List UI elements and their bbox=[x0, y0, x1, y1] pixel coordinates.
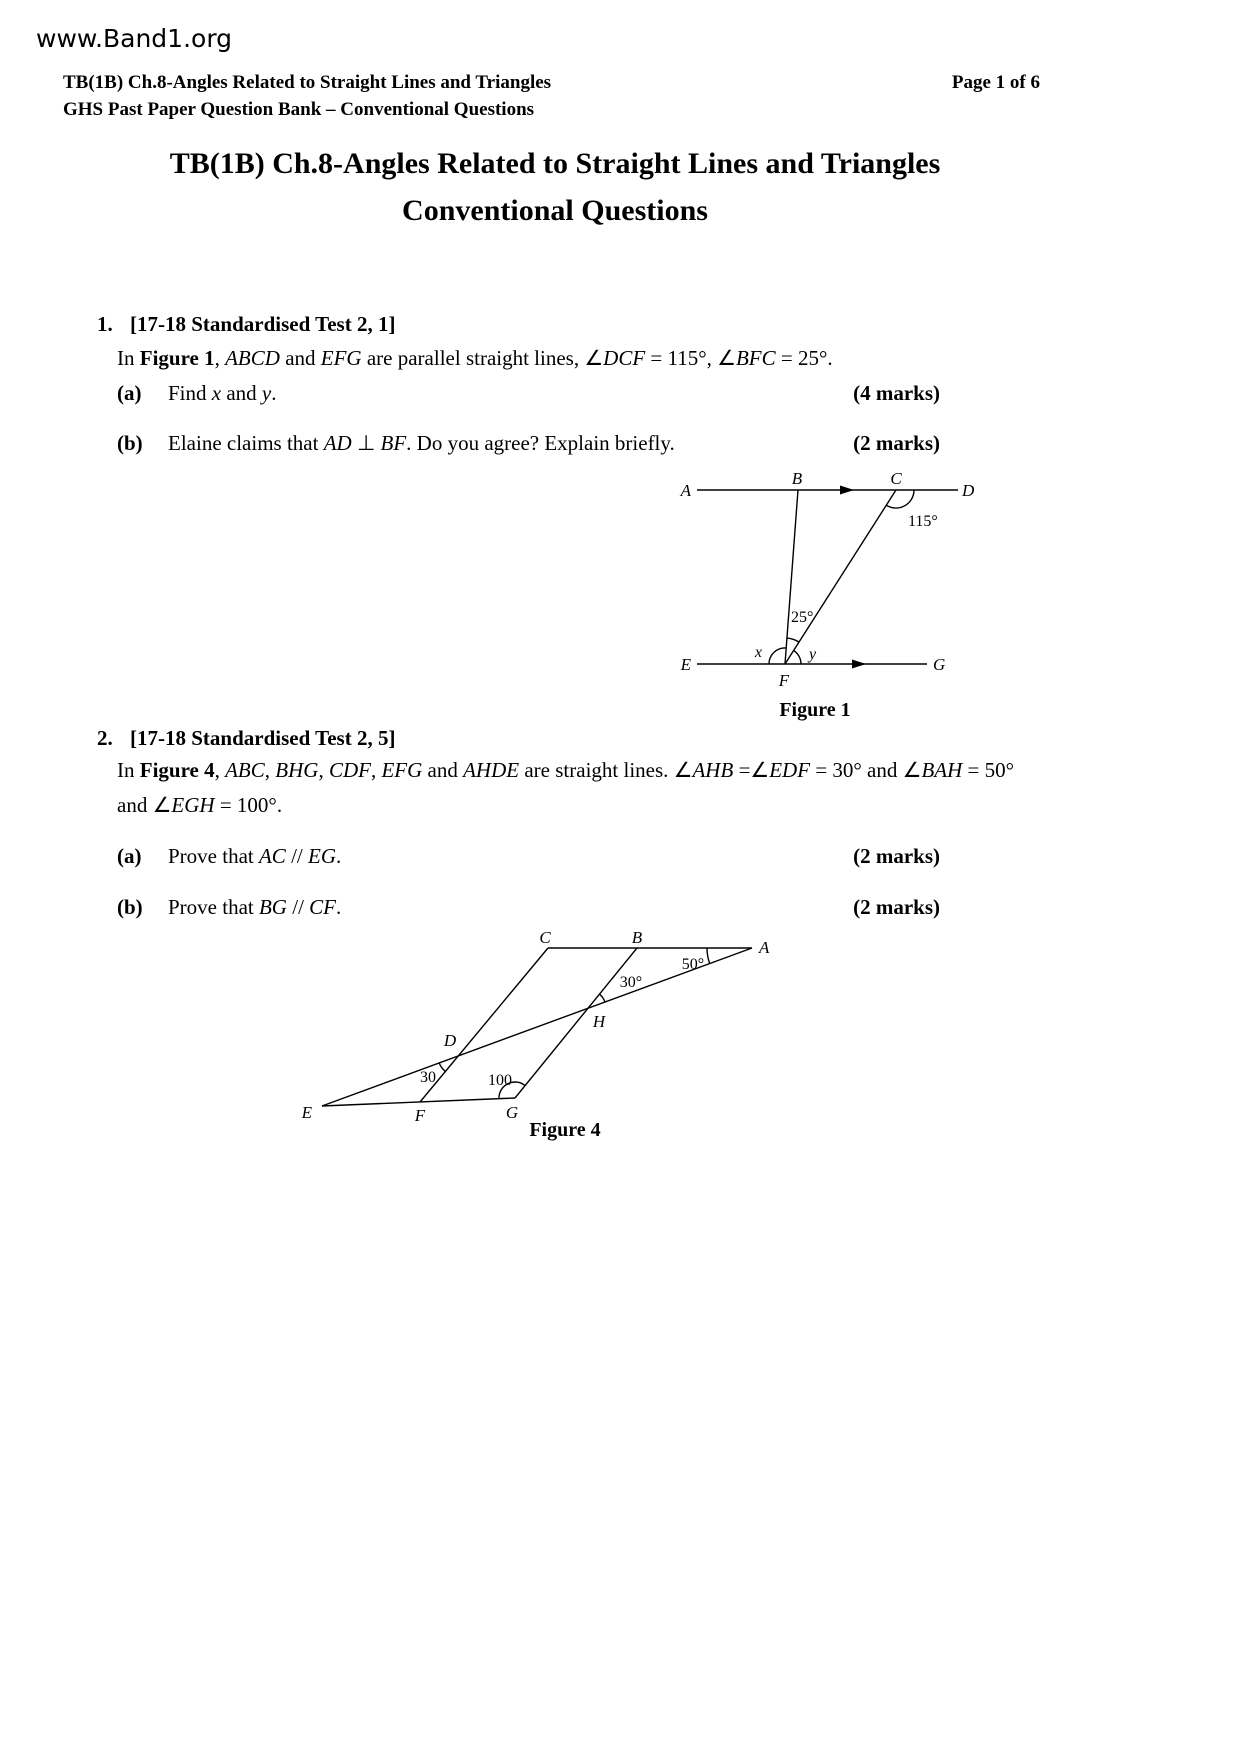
q1-part-a-label: (a) bbox=[117, 381, 142, 405]
q2-part-a bbox=[0, 844, 1240, 876]
q1-part-a bbox=[0, 381, 1240, 413]
q2-intro-text-line2: and ∠EGH = 100°. bbox=[117, 793, 283, 817]
q1-part-a-marks: (4 marks) bbox=[853, 381, 940, 405]
doc-header-line2: GHS Past Paper Question Bank – Conventional Questions bbox=[63, 99, 535, 120]
figure-4-caption: Figure 4 bbox=[529, 1119, 601, 1141]
site-url: www.Band1.org bbox=[36, 24, 233, 53]
q2-part-b-text: Prove that BG // CF. bbox=[168, 895, 342, 919]
q1-number: 1. bbox=[97, 312, 113, 336]
point-label-F: F bbox=[414, 1106, 426, 1125]
angle-label-x: x bbox=[754, 644, 762, 661]
q2-part-b bbox=[0, 895, 1240, 927]
page-number: Page 1 of 6 bbox=[951, 72, 1040, 93]
q2-part-b-marks: (2 marks) bbox=[853, 895, 940, 919]
angle-label-DCF: 115° bbox=[908, 513, 938, 530]
line-CDF bbox=[420, 948, 548, 1102]
angle-label-EGH: 100 bbox=[488, 1072, 512, 1089]
figure-1-diagram bbox=[675, 468, 975, 700]
point-label-A: A bbox=[759, 938, 770, 957]
main-title-line1: TB(1B) Ch.8-Angles Related to Straight Lines and Triangles bbox=[169, 147, 941, 180]
q2-intro-text-line1: In Figure 4, ABC, BHG, CDF, EFG and AHDE are straight lines. ∠AHB =∠EDF = 30° and ∠BAH = 50° bbox=[117, 758, 1015, 782]
q2-source: [17-18 Standardised Test 2, 5] bbox=[130, 726, 396, 750]
angle-label-y: y bbox=[809, 646, 817, 663]
q1-part-b-label: (b) bbox=[117, 431, 143, 455]
point-label-E: E bbox=[301, 1103, 312, 1122]
q1-part-b-marks: (2 marks) bbox=[853, 431, 940, 455]
q2-heading bbox=[0, 726, 1240, 758]
q2-part-a-text: Prove that AC // EG. bbox=[168, 844, 342, 868]
angle-label-BAH: 50° bbox=[681, 956, 705, 973]
point-label-D: D bbox=[962, 481, 975, 500]
q1-heading bbox=[0, 312, 1240, 344]
angle-label-EDF: 30 bbox=[420, 1069, 436, 1086]
main-title bbox=[63, 140, 1047, 234]
arrowhead-top-icon bbox=[840, 486, 854, 495]
point-label-H: H bbox=[592, 1012, 606, 1031]
angle-label-AHB: 30° bbox=[619, 974, 643, 991]
q1-intro-text: In Figure 1, ABCD and EFG are parallel straight lines, ∠DCF = 115°, ∠BFC = 25°. bbox=[117, 346, 833, 370]
q2-part-a-label: (a) bbox=[117, 844, 142, 868]
angle-label-BFC: 25° bbox=[791, 609, 814, 626]
point-label-F: F bbox=[778, 671, 790, 690]
arc-angle-x bbox=[769, 648, 786, 664]
line-CF bbox=[785, 490, 896, 664]
q2-part-b-label: (b) bbox=[117, 895, 143, 919]
point-label-C: C bbox=[890, 469, 902, 488]
point-label-G: G bbox=[505, 1103, 519, 1122]
q1-intro bbox=[0, 346, 1240, 378]
line-EFG bbox=[322, 1098, 515, 1106]
arc-angle-EDF bbox=[439, 1063, 445, 1072]
arc-angle-AHB bbox=[599, 994, 605, 1002]
doc-header-line1: TB(1B) Ch.8-Angles Related to Straight Lines and Triangles bbox=[63, 72, 552, 93]
point-label-G: G bbox=[933, 655, 946, 674]
q1-source: [17-18 Standardised Test 2, 1] bbox=[130, 312, 396, 336]
figure-4-diagram bbox=[300, 930, 770, 1125]
line-BHG bbox=[515, 948, 637, 1098]
q2-number: 2. bbox=[97, 726, 113, 750]
point-label-D: D bbox=[443, 1031, 457, 1050]
point-label-A: A bbox=[680, 481, 691, 500]
arc-angle-BAH bbox=[707, 948, 710, 964]
main-title-line2: Conventional Questions bbox=[402, 194, 708, 227]
q2-part-a-marks: (2 marks) bbox=[853, 844, 940, 868]
q1-part-b-text: Elaine claims that AD ⊥ BF. Do you agree? Explain briefly. bbox=[168, 431, 675, 455]
q1-part-a-text: Find x and y. bbox=[168, 381, 277, 405]
q1-part-b bbox=[0, 431, 1240, 463]
point-label-C: C bbox=[539, 930, 551, 947]
arc-angle-BFC bbox=[787, 638, 799, 642]
figure-1-caption: Figure 1 bbox=[779, 699, 851, 721]
arrowhead-bottom-icon bbox=[852, 660, 866, 669]
arc-angle-y bbox=[794, 651, 801, 665]
q2-intro-line2 bbox=[0, 793, 1240, 825]
q2-intro-line1 bbox=[0, 758, 1240, 790]
point-label-B: B bbox=[631, 930, 643, 947]
point-label-E: E bbox=[680, 655, 691, 674]
point-label-B: B bbox=[791, 469, 803, 488]
